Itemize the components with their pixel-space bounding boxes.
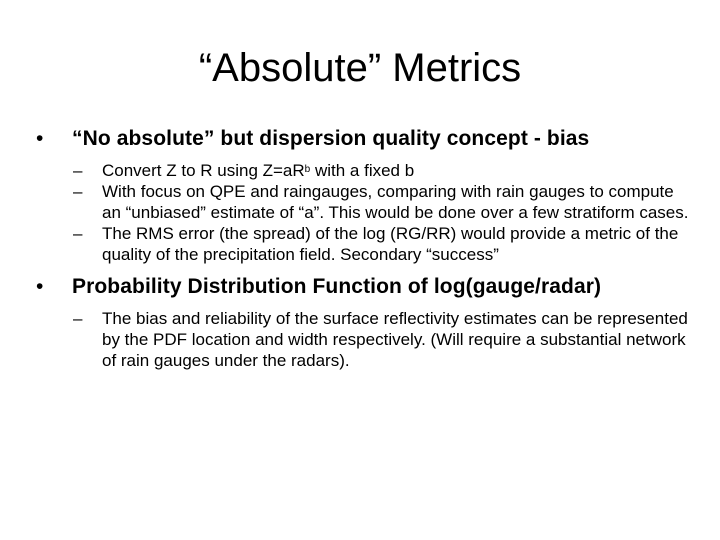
- bullet-marker: •: [36, 275, 44, 298]
- subbullet-text: With focus on QPE and raingauges, comparing with rain gauges to compute an “unbiased” estimate of “a”. This would be done over a few stratiform cases.: [102, 182, 689, 222]
- dash-marker: –: [73, 182, 83, 201]
- bullet-item-1: [36, 126, 692, 152]
- bullet-text: “No absolute” but dispersion quality concept - bias: [72, 127, 590, 150]
- subbullet-item-1-1: [73, 160, 692, 181]
- bullet-item-2: [36, 274, 692, 300]
- superscript-b: b: [304, 164, 311, 175]
- subbullet-item-2-1: [73, 308, 692, 371]
- subbullet-text: Convert Z to R using $Z=aR^b$ with a fixed b: [102, 161, 415, 180]
- dash-marker: –: [73, 309, 83, 328]
- slide-title: “Absolute” Metrics: [198, 46, 522, 90]
- dash-marker: –: [73, 161, 83, 180]
- subbullet-item-1-3: [73, 223, 692, 265]
- subbullet-item-1-2: [73, 181, 692, 223]
- subbullet-text: The RMS error (the spread) of the log (RG/RR) would provide a metric of the quality of the precipitation field. Secondary “success”: [102, 224, 679, 264]
- dash-marker: –: [73, 224, 83, 243]
- bullet-marker: •: [36, 127, 44, 150]
- subbullet-text: The bias and reliability of the surface reflectivity estimates can be represented by the PDF location and width respectively. (Will require a substantial network of rain gauges under the radars).: [102, 309, 688, 370]
- bullet-text: Probability Distribution Function of log(gauge/radar): [72, 275, 602, 298]
- slide-content: [0, 126, 720, 371]
